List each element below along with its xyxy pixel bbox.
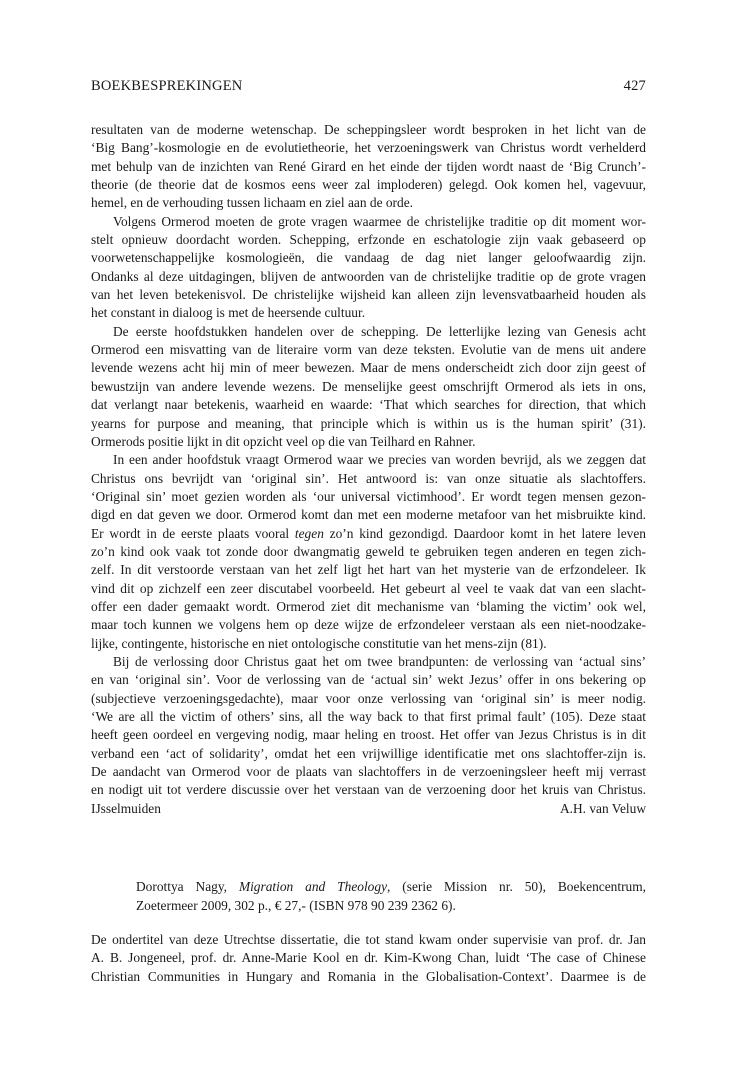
citation-line: Zoetermeer 2009, 302 p., € 27,- (ISBN 978 90 239 2362 6).: [136, 897, 456, 913]
citation-details: , (serie Mission nr. 50), Boekencentrum,: [387, 879, 646, 894]
text-line: theorie (de theorie dat de kosmos eens weer zal imploderen) gelegd. Ook komen hel, vagevuur,: [91, 177, 646, 193]
text-segment: Er wordt in de eerste plaats vooral: [91, 525, 295, 541]
text-line: verband een ‘act of solidarity’, omdat het een vrijwillige identificatie met ons slachtoffer-zijn is.: [91, 745, 646, 761]
text-line: De eerste hoofdstukken handelen over de schepping. De letterlijke lezing van Genesis acht: [113, 323, 646, 339]
text-line: digd en dat geven we door. Ormerod komt dan met een moderne metafoor van het misbruikte kind.: [91, 507, 646, 523]
text-line: zelf. In dit verstoorde verstaan van het zelf ligt het hart van het mysterie van de erfzondeleer. Ik: [91, 562, 646, 578]
text-line: Christian Communities in Hungary and Romania in the Globalisation-Context’. Daarmee is de: [91, 968, 646, 984]
review-text: [91, 121, 646, 818]
text-line: bewustzijn van andere levende wezens. De menselijke geest omschrijft Ormerod als iets in ons,: [91, 378, 646, 394]
text-line: heeft geen oordeel en vergeving nodig, maar heling en troost. Het offer van Jezus Christus is in dit: [91, 727, 646, 743]
text-line: met behulp van de inzichten van René Girard en het einde der tijden wordt naast de ‘Big Crunch’-: [91, 158, 646, 174]
text-line: lijke, contingente, historische en niet ontologische constitutie van het mens-zijn (81).: [91, 635, 547, 651]
text-line: zo’n kind ook vaak tot zonde door dwangmatig geweld te gebruiken tegen anderen en tegen zich-: [91, 543, 646, 559]
text-line: ‘Original sin’ moet gezien worden als ‘our universal victimhood’. Er wordt tegen mensen gezon-: [91, 488, 646, 504]
text-line: ‘We are all the victim of others’ sins, all the way back to that first primal fault’ (105). Deze staat: [91, 709, 646, 724]
text-line: Ormerods positie lijkt in dit opzicht veel op die van Teilhard en Rahner.: [91, 433, 476, 449]
text-line: en van ‘original sin’. Voor de verlossing van de ‘actual sin’ wekt Jezus’ offer in ons bekering op: [91, 672, 646, 688]
review-signature: [91, 800, 646, 818]
text-line: In een ander hoofdstuk vraagt Ormerod waar we precies van worden bevrijd, als we zeggen dat: [113, 452, 646, 468]
text-line: Ormerod een misvatting van de literaire vorm van deze teksten. Evolutie van de mens uit andere: [91, 342, 646, 358]
text-line: yearns for purpose and meaning, that principle which is within us is the human spirit’ (31).: [91, 415, 646, 431]
text-line: Christus ons bevrijdt van ‘original sin’. Het antwoord is: van onze situatie als slachtoffers.: [91, 470, 646, 486]
text-line: Volgens Ormerod moeten de grote vragen waarmee de christelijke traditie op dit moment wor-: [113, 213, 646, 229]
section-title: BOEKBESPREKINGEN: [91, 78, 243, 94]
text-segment: zo’n kind gezondigd. Daardoor komt in het latere leven: [323, 525, 647, 541]
text-line: voorwetenschappelijke kosmologieën, die vandaag de dag niet langer geloofwaardig zijn.: [91, 250, 646, 266]
signature-author: A.H. van Veluw: [559, 800, 646, 816]
citation-line: [136, 878, 646, 897]
text-line: dat verlangt naar betekenis, waarheid en waarde: ‘That which searches for direction, that which: [91, 397, 646, 413]
signature-place: IJsselmuiden: [91, 800, 161, 816]
italic-word: tegen: [294, 525, 324, 541]
citation-author: Dorottya Nagy,: [136, 879, 239, 894]
text-line: stelt opnieuw doordacht worden. Schepping, erfzonde en eschatologie zijn vaak gebaseerd op: [91, 232, 646, 248]
text-line: het constant in dialoog is met de heersende cultuur.: [91, 305, 366, 321]
citation-title: Migration and Theology: [238, 879, 388, 894]
text-line: offer een dader gemaakt wordt. Ormerod ziet dit mechanisme van ‘blaming the victim’ ook wel,: [91, 598, 646, 614]
text-line-with-italic: [91, 525, 646, 543]
text-line: vind dit op zichzelf een zeer discutabel voorbeeld. Het gebeurt al veel te vaak dat van een slacht-: [91, 580, 646, 596]
running-header: [91, 78, 646, 100]
text-line: en nodigt uit tot verdere discussie over het verstaan van de verzoening door het kruis van Christus.: [91, 782, 646, 798]
text-line: Bij de verlossing door Christus gaat het om twee brandpunten: de verlossing van ‘actual sins’: [113, 653, 646, 669]
text-line: hemel, en de verhouding tussen lichaam en ziel aan de orde.: [91, 195, 413, 211]
text-line: levende wezens acht hij min of meer bewezen. Maar de mens onderscheidt zich door zijn geest of: [91, 360, 646, 376]
book-citation: [136, 878, 646, 916]
text-line: Ondanks al deze uitdagingen, blijven de antwoorden van de christelijke traditie op de grote vragen: [91, 268, 646, 284]
next-review-text: [91, 931, 646, 986]
text-line: van het leven betekenisvol. De christelijke wijsheid kan alleen zijn levensvatbaarheid houden als: [91, 287, 646, 303]
text-line: (subjectieve verzoeningsgedachte), maar voor onze verlossing van ‘original sin’ is meer nodig.: [91, 690, 646, 706]
text-line: maar toch kunnen we volgens hem op deze wijze de erfzondeleer verstaan als een niet-noodzake-: [91, 617, 646, 633]
text-line: A. B. Jongeneel, prof. dr. Anne-Marie Kool en dr. Kim-Kwong Chan, luidt ‘The case of Chinese: [91, 950, 646, 966]
page-number: 427: [623, 78, 646, 94]
text-line: ‘Big Bang’-kosmologie en de evolutietheorie, het verzoeningswerk van Christus wordt verhelderd: [91, 140, 646, 156]
text-line: De ondertitel van deze Utrechtse dissertatie, die tot stand kwam onder supervisie van prof. dr. Jan: [91, 932, 646, 947]
text-line: De aandacht van Ormerod voor de plaats van slachtoffers in de verzoeningsleer heeft mij verrast: [91, 764, 646, 780]
text-line: resultaten van de moderne wetenschap. De scheppingsleer wordt besproken in het licht van de: [91, 122, 646, 137]
